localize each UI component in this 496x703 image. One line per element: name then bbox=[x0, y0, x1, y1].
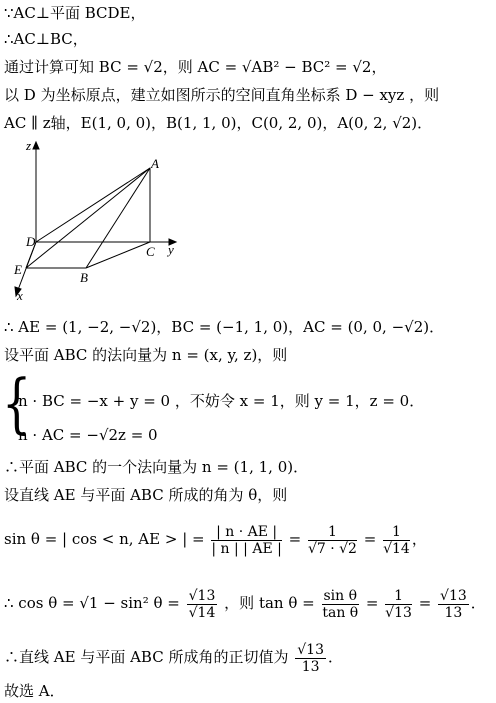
tan2-den: √13 bbox=[385, 604, 412, 621]
tan1-den: tan θ bbox=[322, 604, 359, 621]
label-z: z bbox=[26, 140, 32, 153]
line-13 bbox=[4, 682, 65, 700]
line-7 bbox=[4, 346, 287, 364]
line-9 bbox=[4, 486, 287, 504]
label-c: C bbox=[146, 244, 155, 259]
frac3-den: √14 bbox=[383, 540, 410, 557]
answer-num: √13 bbox=[297, 641, 324, 658]
line-8 bbox=[4, 458, 308, 476]
z-axis-arrow bbox=[33, 142, 39, 149]
text-line-2: ∴AC⊥BC， bbox=[4, 30, 88, 48]
fraction-sin-2 bbox=[308, 524, 357, 557]
label-a: A bbox=[151, 156, 159, 171]
edge-ab bbox=[86, 168, 150, 268]
line-6 bbox=[4, 318, 444, 336]
system-eq-1 bbox=[18, 392, 424, 410]
fraction-sin-1 bbox=[211, 524, 281, 557]
coordinate-figure bbox=[0, 140, 200, 302]
line-3 bbox=[4, 58, 386, 76]
text-line-6: ∴ AE = (1, −2, −√2)，BC = (−1, 1, 0)，AC = (0, 0, −√2)． bbox=[4, 318, 445, 336]
fraction-tan-1 bbox=[322, 588, 360, 621]
label-d: D bbox=[26, 234, 36, 249]
text-system-eq-1: n · BC = −x + y = 0 bbox=[18, 392, 171, 410]
fraction-cos bbox=[187, 588, 218, 621]
text-line-5: AC ∥ z轴，E(1, 0, 0)，B(1, 1, 0)，C(0, 2, 0)，A(0, 2, √2)． bbox=[4, 114, 433, 132]
text-line-1: ∵AC⊥平面 BCDE， bbox=[4, 4, 146, 22]
frac2-den: √7 · √2 bbox=[307, 540, 357, 557]
label-e: E bbox=[14, 262, 22, 277]
fraction-tan-3 bbox=[438, 588, 469, 621]
tan1-num: sin θ bbox=[323, 587, 358, 604]
text-sin-left: sin θ = | cos < n, AE > | = bbox=[4, 530, 205, 548]
edge-bc bbox=[86, 242, 150, 268]
text-tan-mid: ，则 tan θ = bbox=[224, 594, 315, 612]
line-12: ∴直线 AE 与平面 ABC 所成角的正切值为 $\frac{√13}{13}$ ． bbox=[4, 641, 344, 675]
frac1-num: | n · AE | bbox=[211, 524, 281, 541]
text-cos-left: ∴ cos θ = √1 − sin² θ = bbox=[4, 594, 180, 612]
line-4 bbox=[4, 86, 439, 104]
fraction-answer bbox=[295, 642, 326, 675]
text-line-4: 以 D 为坐标原点，建立如图所示的空间直角坐标系 D − xyz ，则 bbox=[4, 86, 440, 104]
line-11: ∴ cos θ = √1 − sin² θ = $\frac{√13}{√14}$ ，则 tan θ = $\frac{\text{sin θ}}{\text{tan θ}}$ = $\frac{1}{√13}$ = $\frac{√13}{13}$ ． bbox=[4, 587, 486, 621]
text-line-12: ∴直线 AE 与平面 ABC 所成角的正切值为 bbox=[4, 648, 289, 666]
text-line-3: 通过计算可知 BC = √2，则 AC = √AB² − BC² = √2， bbox=[4, 58, 387, 76]
label-y: y bbox=[168, 242, 174, 257]
fraction-sin-3 bbox=[383, 524, 410, 557]
frac2-num: 1 bbox=[308, 524, 357, 541]
text-line-8: ∴平面 ABC 的一个法向量为 n = (1, 1, 0)． bbox=[4, 458, 309, 476]
line-10: sin θ = | cos < n, AE > | = $\frac{| n \cdot AE |}{| n | | AE |}$ = $\frac{1}{√7 \cdot √2}$ = $\frac{1}{√14}$ ， bbox=[4, 523, 427, 557]
text-line-13: 故选 A． bbox=[4, 682, 65, 700]
line-5 bbox=[4, 114, 432, 132]
tan3-den: 13 bbox=[444, 604, 463, 621]
fraction-tan-2 bbox=[385, 588, 412, 621]
edge-ae bbox=[26, 168, 150, 268]
system-eq-2 bbox=[18, 426, 158, 444]
tan3-num: √13 bbox=[440, 587, 467, 604]
system-brace: { bbox=[2, 365, 32, 441]
tan2-num: 1 bbox=[385, 588, 412, 605]
text-system-note: ，不妨令 x = 1，则 y = 1，z = 0． bbox=[174, 392, 425, 410]
line-1 bbox=[4, 4, 145, 22]
text-system-eq-2: n · AC = −√2z = 0 bbox=[18, 426, 158, 444]
edge-ad bbox=[36, 168, 150, 242]
answer-den: 13 bbox=[301, 658, 320, 675]
cos-den: √14 bbox=[188, 604, 216, 621]
line-2 bbox=[4, 30, 88, 48]
label-b: B bbox=[80, 270, 88, 285]
text-line-9: 设直线 AE 与平面 ABC 所成的角为 θ，则 bbox=[4, 486, 288, 504]
frac1-den: | n | | AE | bbox=[211, 540, 282, 557]
cos-num: √13 bbox=[188, 587, 216, 604]
label-x: x bbox=[17, 288, 23, 302]
text-line-7: 设平面 ABC 的法向量为 n = (x, y, z)，则 bbox=[4, 346, 288, 364]
frac3-num: 1 bbox=[383, 524, 410, 541]
